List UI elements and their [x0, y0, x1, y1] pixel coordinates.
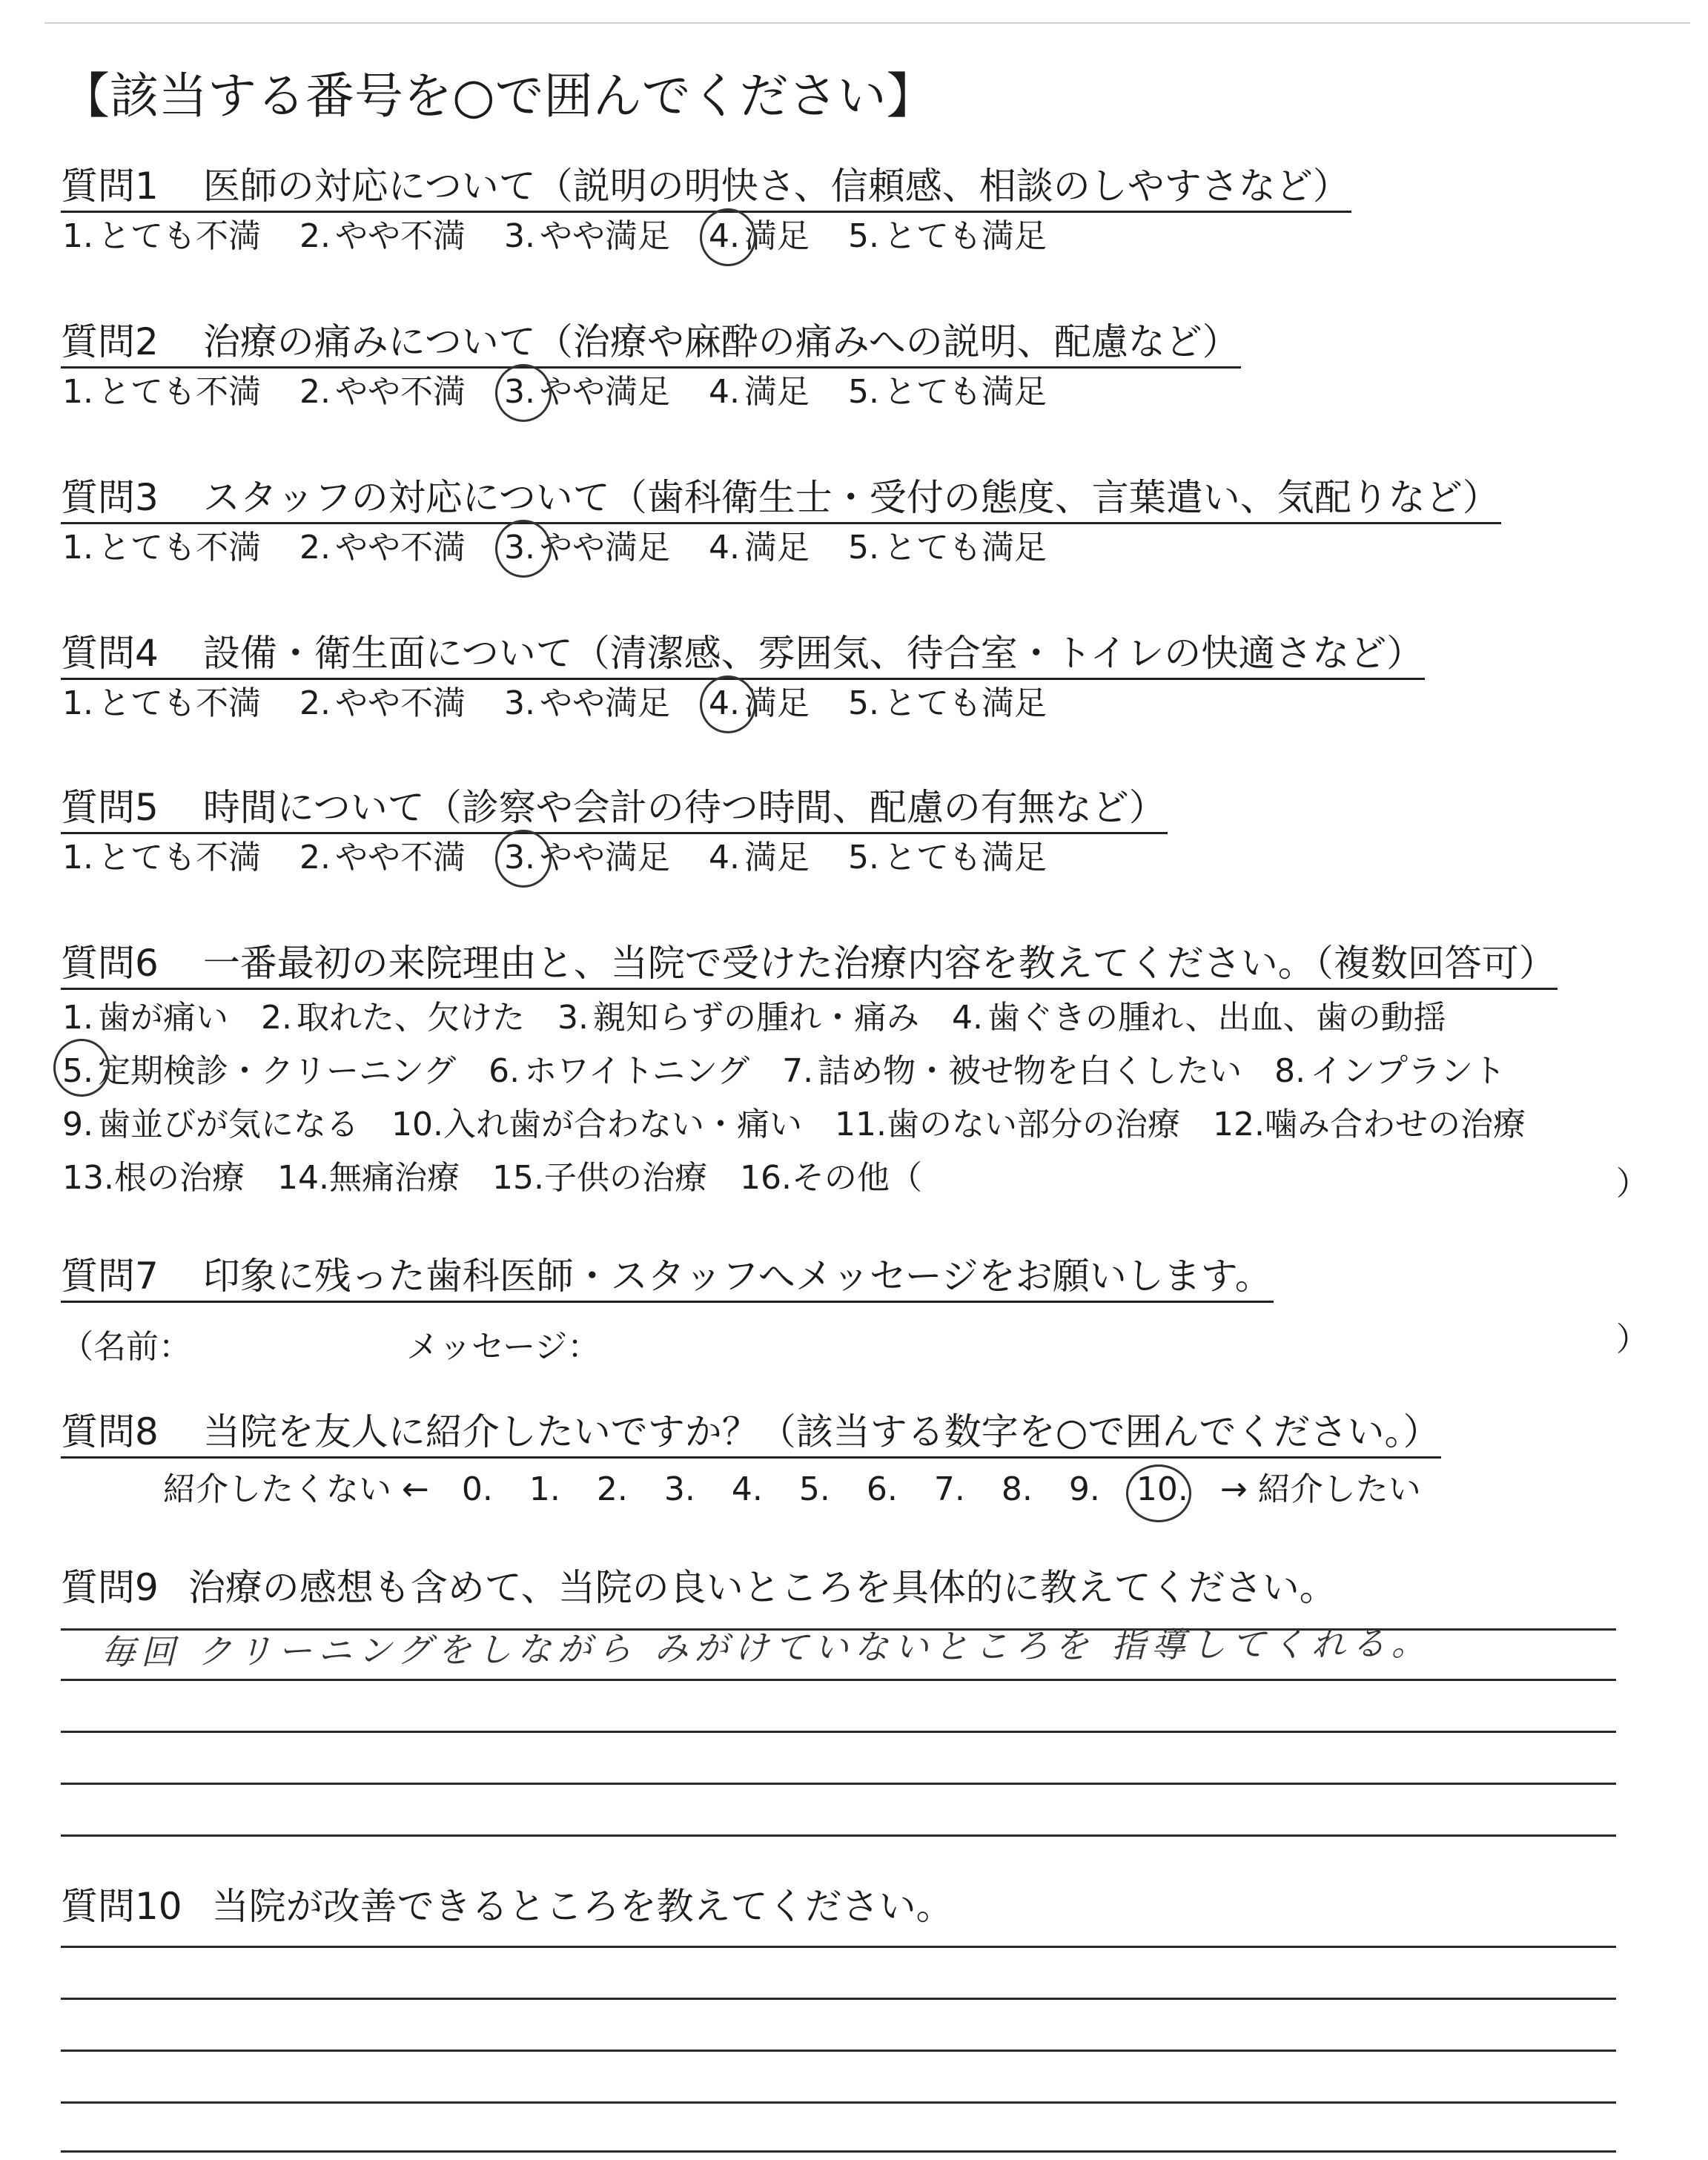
- question-number: 質問3: [61, 476, 159, 519]
- question-number: 質問10: [61, 1885, 182, 1928]
- other-close-paren: ）: [1616, 1165, 1649, 1203]
- reason-option: [261, 991, 525, 1045]
- reason-option: [277, 1152, 460, 1205]
- score-number: 5.: [798, 1470, 830, 1508]
- question-text: 当院が改善できるところを教えてください。: [211, 1885, 953, 1928]
- rating-options: [61, 370, 1241, 415]
- option-number: 4.: [709, 529, 740, 567]
- option-label: とても不満: [98, 529, 261, 567]
- score-number: 9.: [1068, 1470, 1100, 1508]
- option-number: 5.: [62, 1045, 98, 1098]
- answer-line: [61, 1998, 1616, 2000]
- reason-option: [557, 991, 919, 1045]
- question-number: 質問1: [61, 165, 159, 208]
- reason-options: [61, 991, 1558, 1205]
- selected-option: [709, 214, 810, 259]
- option-number: 1.: [62, 839, 93, 876]
- rating-options: [61, 681, 1425, 726]
- option-number: 5.: [848, 217, 879, 255]
- rating-option: [848, 370, 1047, 415]
- score-option: [462, 1470, 497, 1508]
- option-label: とても満足: [884, 217, 1047, 255]
- option-label: 満足: [744, 529, 810, 567]
- option-label: 満足: [744, 684, 810, 722]
- rating-options: [61, 526, 1501, 570]
- rating-option: [62, 681, 261, 726]
- reason-option: [62, 991, 228, 1045]
- score-number: 4.: [731, 1470, 763, 1508]
- rating-option: [299, 370, 466, 415]
- option-label: 子供の治療: [543, 1159, 707, 1197]
- option-number: 4.: [709, 214, 744, 259]
- score-option: [732, 1470, 767, 1508]
- option-number: 5.: [848, 373, 879, 411]
- question-7: [61, 1253, 1274, 1303]
- option-number: 3.: [504, 370, 540, 415]
- name-label: （名前：: [61, 1328, 191, 1366]
- option-number: 4.: [709, 839, 740, 876]
- rating-option: [62, 214, 261, 259]
- option-number: 10.: [391, 1106, 443, 1143]
- rating-option: [62, 370, 261, 415]
- reason-option: [62, 1098, 359, 1152]
- reason-option: [489, 1045, 749, 1098]
- question-text: 治療の痛みについて（治療や麻酔の痛みへの説明、配慮など）: [202, 320, 1239, 363]
- low-label: 紹介したくない ←: [163, 1470, 429, 1508]
- option-label: とても不満: [98, 217, 261, 255]
- score-option: [597, 1470, 632, 1508]
- question-text: スタッフの対応について（歯科衛生士・受付の態度、言葉遣い、気配りなど）: [202, 476, 1500, 519]
- answer-line: [61, 2150, 1616, 2153]
- reason-option: [1274, 1045, 1506, 1098]
- score-number: 2.: [596, 1470, 628, 1508]
- option-label: やや満足: [540, 529, 670, 567]
- option-number: 16.: [739, 1159, 792, 1197]
- question-text: 一番最初の来院理由と、当院で受けた治療内容を教えてください。（複数回答可）: [202, 942, 1556, 985]
- answer-line: [61, 1783, 1616, 1785]
- option-label: やや不満: [335, 529, 466, 567]
- option-label: とても満足: [884, 684, 1047, 722]
- question-2: [61, 319, 1241, 415]
- rating-option: [848, 214, 1047, 259]
- option-number: 1.: [62, 217, 93, 255]
- option-number: 13.: [62, 1159, 114, 1197]
- option-label: 満足: [744, 839, 810, 876]
- selected-option: [504, 836, 670, 880]
- score-number: 7.: [933, 1470, 965, 1508]
- option-number: 9.: [62, 1106, 93, 1143]
- answer-line: [61, 2050, 1616, 2052]
- option-label: 無痛治療: [328, 1159, 460, 1197]
- rating-options: [61, 214, 1351, 259]
- rating-option: [848, 526, 1047, 570]
- option-label: やや不満: [335, 373, 466, 411]
- question-10: [61, 1883, 953, 1929]
- rating-option: [709, 370, 810, 415]
- option-number: 2.: [299, 373, 331, 411]
- question-3: [61, 475, 1501, 570]
- option-label: 歯ぐきの腫れ、出血、歯の動揺: [987, 999, 1446, 1037]
- page-heading: 【該当する番号を○で囲んでください】: [61, 67, 936, 125]
- option-label: とても満足: [884, 529, 1047, 567]
- option-label: インプラント: [1310, 1052, 1506, 1090]
- option-number: 11.: [834, 1106, 887, 1143]
- selected-score: [1136, 1470, 1188, 1508]
- rating-option: [504, 681, 670, 726]
- option-label: やや満足: [540, 684, 670, 722]
- score-number: 1.: [529, 1470, 560, 1508]
- option-label: 根の治療: [113, 1159, 245, 1197]
- option-label: やや満足: [540, 217, 670, 255]
- option-number: 1.: [62, 373, 93, 411]
- question-9: [61, 1565, 1337, 1611]
- option-number: 4.: [709, 373, 740, 411]
- recommend-scale: [163, 1462, 1421, 1510]
- option-number: 8.: [1274, 1052, 1306, 1090]
- option-number: 3.: [504, 684, 535, 722]
- rating-option: [709, 526, 810, 570]
- option-number: 1.: [62, 684, 93, 722]
- rating-option: [299, 836, 466, 880]
- reason-option: [740, 1152, 922, 1205]
- option-label: 歯が痛い: [98, 999, 228, 1037]
- option-label: とても不満: [98, 684, 261, 722]
- rating-options: [61, 836, 1168, 880]
- reason-option: [782, 1045, 1242, 1098]
- option-number: 3.: [504, 526, 540, 570]
- option-label: 詰め物・被せ物を白くしたい: [818, 1052, 1242, 1090]
- question-number: 質問6: [61, 942, 159, 985]
- question-number: 質問7: [61, 1255, 159, 1298]
- handwritten-answer: 毎回 クリーニングをしながら みがけていないところを 指導してくれる。: [100, 1622, 1432, 1673]
- option-number: 4.: [709, 681, 744, 726]
- option-number: 14.: [277, 1159, 329, 1197]
- option-label: その他（: [791, 1159, 922, 1197]
- question-text: 設備・衛生面について（清潔感、雰囲気、待合室・トイレの快適さなど）: [202, 632, 1424, 675]
- answer-line: [61, 1731, 1616, 1733]
- option-label: やや満足: [540, 373, 670, 411]
- question-text: 印象に残った歯科医師・スタッフへメッセージをお願いします。: [202, 1255, 1272, 1298]
- reason-option: [1213, 1098, 1526, 1152]
- rating-option: [709, 836, 810, 880]
- option-number: 7.: [782, 1052, 814, 1090]
- question-text: 治療の感想も含めて、当院の良いところを具体的に教えてください。: [188, 1566, 1337, 1609]
- reason-row: [62, 1098, 1558, 1152]
- high-label: → 紹介したい: [1219, 1470, 1421, 1508]
- option-number: 12.: [1212, 1106, 1265, 1143]
- question-number: 質問9: [61, 1566, 159, 1609]
- answer-line: [61, 1946, 1616, 1948]
- option-number: 3.: [504, 836, 540, 880]
- score-option: [1069, 1470, 1105, 1508]
- option-number: 2.: [299, 217, 331, 255]
- option-number: 5.: [848, 684, 879, 722]
- message-close-paren: ）: [1616, 1321, 1649, 1358]
- message-line: [61, 1320, 600, 1367]
- question-text: 時間について（診察や会計の待つ時間、配慮の有無など）: [202, 786, 1166, 829]
- selected-option: [504, 526, 670, 570]
- option-number: 15.: [491, 1159, 544, 1197]
- option-label: とても満足: [884, 373, 1047, 411]
- option-label: 取れた、欠けた: [297, 999, 525, 1037]
- question-4: [61, 630, 1425, 726]
- selected-option: [504, 370, 670, 415]
- answer-line: [61, 2101, 1616, 2104]
- rating-option: [62, 526, 261, 570]
- reason-option: [62, 1152, 245, 1205]
- option-label: やや不満: [335, 839, 466, 876]
- option-number: 3.: [557, 999, 589, 1037]
- message-label: メッセージ：: [406, 1328, 600, 1366]
- question-number: 質問4: [61, 632, 159, 675]
- option-number: 2.: [299, 529, 331, 567]
- option-number: 4.: [952, 999, 983, 1037]
- option-number: 5.: [848, 529, 879, 567]
- option-label: やや不満: [335, 684, 466, 722]
- rating-option: [848, 836, 1047, 880]
- option-number: 1.: [62, 529, 93, 567]
- option-label: ホワイトニング: [524, 1052, 750, 1090]
- question-5: [61, 785, 1168, 880]
- score-number: 8.: [1001, 1470, 1033, 1508]
- selected-option: [62, 1045, 456, 1098]
- option-label: とても不満: [98, 839, 261, 876]
- rating-option: [299, 526, 466, 570]
- option-label: 噛み合わせの治療: [1264, 1106, 1526, 1143]
- score-number: 3.: [663, 1470, 695, 1508]
- reason-row: [62, 1045, 1558, 1098]
- score-option: [664, 1470, 700, 1508]
- rating-option: [299, 214, 466, 259]
- selected-option: [709, 681, 810, 726]
- option-label: 満足: [744, 217, 810, 255]
- question-number: 質問5: [61, 786, 159, 829]
- reason-option: [492, 1152, 707, 1205]
- score-number: 6.: [866, 1470, 898, 1508]
- reason-row: [62, 991, 1558, 1045]
- score-option: [1002, 1470, 1037, 1508]
- option-label: とても満足: [884, 839, 1047, 876]
- question-text: 当院を友人に紹介したいですか？（該当する数字を○で囲んでください。）: [202, 1410, 1440, 1453]
- rating-option: [299, 681, 466, 726]
- score-option: [934, 1470, 970, 1508]
- score-number: 10.: [1136, 1470, 1188, 1508]
- reason-row: [62, 1152, 1558, 1205]
- option-number: 2.: [299, 839, 331, 876]
- option-label: とても不満: [98, 373, 261, 411]
- top-border: [44, 22, 1690, 24]
- reason-option: [952, 991, 1446, 1045]
- option-label: 定期検診・クリーニング: [98, 1052, 457, 1090]
- rating-option: [848, 681, 1047, 726]
- option-number: 2.: [299, 684, 331, 722]
- option-label: 歯のない部分の治療: [886, 1106, 1180, 1143]
- answer-line: [61, 1834, 1616, 1837]
- score-option: [799, 1470, 835, 1508]
- option-number: 3.: [504, 217, 535, 255]
- question-1: [61, 163, 1351, 259]
- answer-line: [61, 1679, 1616, 1681]
- score-number: 0.: [461, 1470, 493, 1508]
- option-label: やや不満: [335, 217, 466, 255]
- option-label: 親知らずの腫れ・痛み: [593, 999, 919, 1037]
- option-label: 歯並びが気になる: [98, 1106, 359, 1143]
- question-number: 質問8: [61, 1410, 159, 1453]
- rating-option: [62, 836, 261, 880]
- option-number: 2.: [261, 999, 292, 1037]
- question-number: 質問2: [61, 320, 159, 363]
- reason-option: [835, 1098, 1180, 1152]
- option-label: やや満足: [540, 839, 670, 876]
- reason-option: [391, 1098, 802, 1152]
- score-option: [529, 1470, 565, 1508]
- question-6: [61, 940, 1558, 1205]
- question-text: 医師の対応について（説明の明快さ、信頼感、相談のしやすさなど）: [202, 165, 1350, 208]
- option-number: 1.: [62, 999, 93, 1037]
- score-option: [867, 1470, 902, 1508]
- option-label: 入れ歯が合わない・痛い: [443, 1106, 802, 1143]
- option-number: 6.: [489, 1052, 520, 1090]
- option-label: 満足: [744, 373, 810, 411]
- option-number: 5.: [848, 839, 879, 876]
- question-8: [61, 1409, 1441, 1459]
- rating-option: [504, 214, 670, 259]
